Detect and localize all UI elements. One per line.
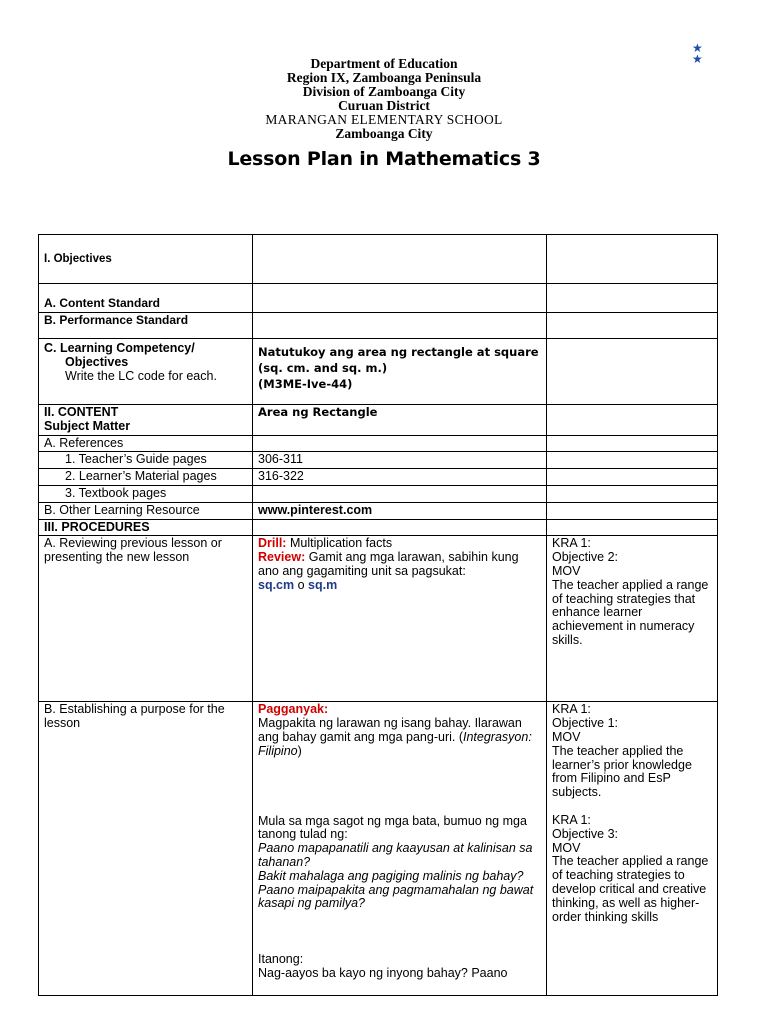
mov-label: MOV [552, 729, 581, 744]
table-row [39, 435, 718, 452]
subject-matter-label: Subject Matter [44, 418, 131, 433]
itanong-label: Itanong: [258, 952, 304, 967]
lesson-plan-table [38, 234, 718, 996]
header-school: MARANGAN ELEMENTARY SCHOOL [265, 112, 503, 127]
question-1: Paano mapapanatili ang kaayusan at kalinisan sa tahanan? [258, 841, 533, 869]
content-heading: II. CONTENT [44, 405, 119, 419]
itanong-question: Nag-aayos ba kayo ng inyong bahay? Paano [258, 965, 508, 980]
table-row [39, 702, 718, 996]
kra-description: The teacher applied a range of teaching strategies that enhance learner achievement in numeracy skills. [552, 577, 709, 647]
table-row [39, 405, 718, 436]
objective-label: Objective 1: [552, 716, 619, 731]
star-icon: ★ ★ [692, 41, 703, 66]
learners-material-pages: 316-322 [258, 469, 304, 484]
review-label: Review: [258, 550, 306, 565]
drill-label: Drill: [258, 536, 287, 551]
mov-label: MOV [552, 563, 581, 578]
table-row [39, 519, 718, 536]
header-region: Region IX, Zamboanga Peninsula [286, 70, 482, 85]
other-resource-label: B. Other Learning Resource [44, 502, 200, 517]
references-label: A. References [44, 435, 124, 450]
table-row [39, 502, 718, 519]
table-row [39, 469, 718, 486]
performance-standard-label: B. Performance Standard [44, 313, 189, 327]
kra-description: The teacher applied a range of teaching strategies to develop critical and creative thinking, as well as higher-order thinking skills [552, 854, 709, 924]
lc-code: (M3ME-Ive-44) [258, 377, 353, 391]
procedure-b-label: B. Establishing a purpose for the lesson [44, 702, 225, 731]
kra-description: The teacher applied the learner’s prior knowledge from Filipino and EsP subjects. [552, 743, 692, 800]
objectives-heading: I. Objectives [44, 252, 112, 265]
unit-sq-m: sq.m [308, 577, 338, 592]
unit-sq-cm: sq.cm [258, 577, 295, 592]
textbook-pages-label: 3. Textbook pages [65, 485, 167, 500]
lc-value-line2: (sq. cm. and sq. m.) [258, 361, 388, 375]
content-value: Area ng Rectangle [258, 405, 378, 419]
kra-label: KRA 1: [552, 812, 591, 827]
drill-text: Drill: Multiplication facts [258, 536, 393, 551]
kra-label: KRA 1: [552, 702, 591, 717]
pagganyak-label: Pagganyak: [258, 702, 329, 717]
teachers-guide-pages: 306-311 [258, 452, 303, 467]
question-3: Paano maipapakita ang pagmamahalan ng bawat kasapi ng pamilya? [258, 882, 534, 911]
document-header [0, 57, 768, 141]
header-district: Curuan District [338, 98, 430, 113]
procedures-heading: III. PROCEDURES [44, 519, 150, 534]
header-city: Zamboanga City [335, 126, 433, 141]
procedure-a-label: A. Reviewing previous lesson or presenting the new lesson [44, 536, 222, 565]
table-row [39, 235, 718, 284]
question-intro: Mula sa mga sagot ng mga bata, bumuo ng mga tanong tulad ng: [258, 813, 527, 842]
pagganyak-text: Magpakita ng larawan ng isang bahay. Ilarawan ang bahay gamit ang mga pang-uri. (Integrasyon: Filipino) [258, 716, 532, 758]
kra-label: KRA 1: [552, 536, 591, 551]
header-division: Division of Zamboanga City [302, 84, 466, 99]
table-row [39, 536, 718, 702]
objectives-sublabel: Objectives [65, 354, 129, 369]
question-2: Bakit mahalaga ang pagiging malinis ng bahay? [258, 868, 524, 883]
other-resource-value: www.pinterest.com [258, 502, 373, 517]
content-standard-label: A. Content Standard [44, 296, 160, 311]
table-row [39, 485, 718, 502]
units-line: sq.cm o sq.m [258, 577, 338, 592]
review-text: Review: Gamit ang mga larawan, sabihin kung ano ang gagamiting unit sa pagsukat: [258, 550, 519, 578]
table-row [39, 339, 718, 405]
table-row [39, 284, 718, 313]
learning-competency-label: C. Learning Competency/ [44, 341, 195, 355]
objective-label: Objective 3: [552, 826, 619, 841]
table-row [39, 452, 718, 469]
document-title: Lesson Plan in Mathematics 3 [227, 148, 541, 170]
mov-label: MOV [552, 840, 581, 855]
lc-code-note: Write the LC code for each. [65, 368, 217, 383]
teachers-guide-label: 1. Teacher’s Guide pages [65, 452, 207, 467]
objective-label: Objective 2: [552, 550, 619, 565]
lc-value-line1: Natutukoy ang area ng rectangle at square [258, 345, 539, 359]
learners-material-label: 2. Learner’s Material pages [65, 469, 217, 484]
table-row [39, 313, 718, 339]
header-department: Department of Education [310, 56, 458, 71]
